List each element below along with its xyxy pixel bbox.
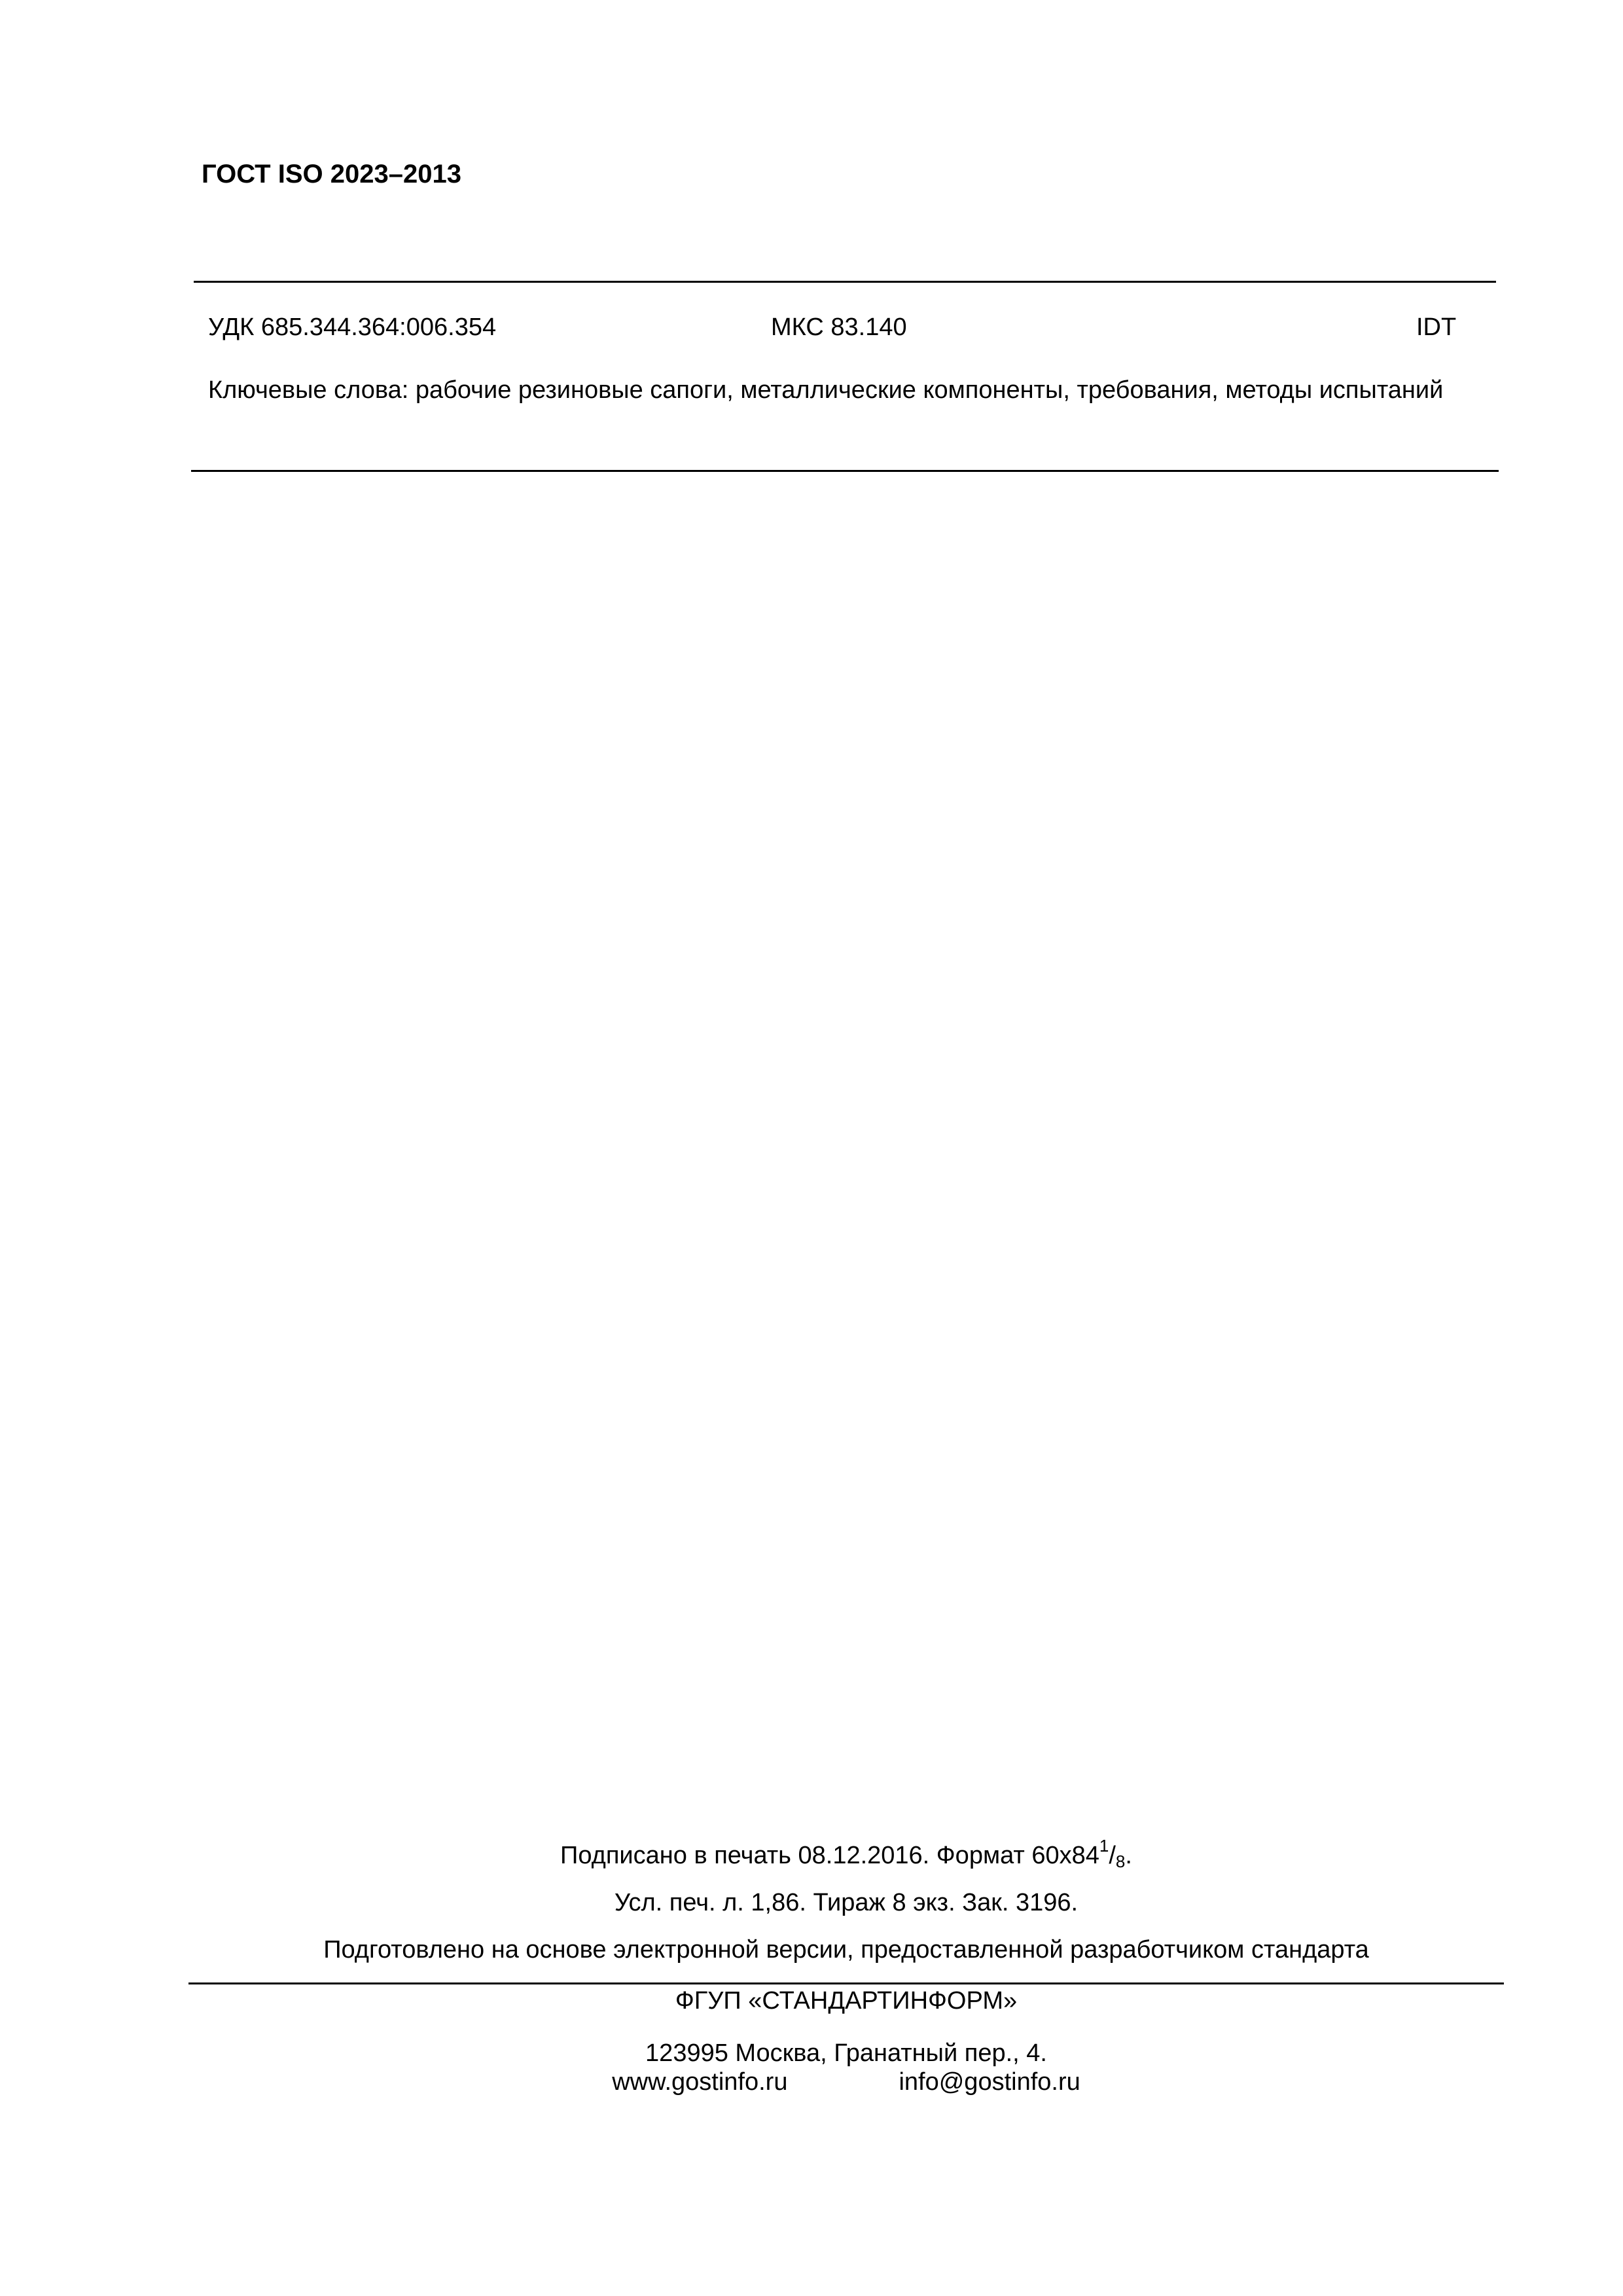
format-numerator: 1 [1099, 1836, 1109, 1856]
format-suffix: . [1125, 1842, 1132, 1869]
email-link[interactable]: info@gostinfo.ru [899, 2068, 1080, 2096]
publisher-address: 123995 Москва, Гранатный пер., 4. [645, 2039, 1047, 2067]
divider-middle [191, 470, 1499, 472]
mks-code: МКС 83.140 [771, 314, 907, 341]
format-denominator: 8 [1115, 1852, 1126, 1871]
idt-label: IDT [1416, 314, 1457, 341]
keywords: Ключевые слова: рабочие резиновые сапоги, металлические компоненты, требования, методы испытаний [208, 376, 1444, 404]
publisher-name: ФГУП «СТАНДАРТИНФОРМ» [675, 1987, 1018, 2015]
prepared-note: Подготовлено на основе электронной версии, предоставленной разработчиком стандарта [323, 1936, 1369, 1964]
website-link[interactable]: www.gostinfo.ru [612, 2068, 788, 2096]
print-info: Усл. печ. л. 1,86. Тираж 8 экз. Зак. 3196. [614, 1889, 1079, 1916]
udk-code: УДК 685.344.364:006.354 [208, 314, 497, 341]
publisher-contacts [188, 2067, 1504, 2097]
divider-bottom [188, 1982, 1504, 1984]
document-code: ГОСТ ISO 2023–2013 [202, 160, 461, 188]
format-slash: / [1109, 1842, 1116, 1869]
divider-top [194, 281, 1496, 283]
signed-text: Подписано в печать 08.12.2016. Формат 60x84 [560, 1842, 1099, 1869]
signed-for-print [188, 1836, 1504, 1871]
